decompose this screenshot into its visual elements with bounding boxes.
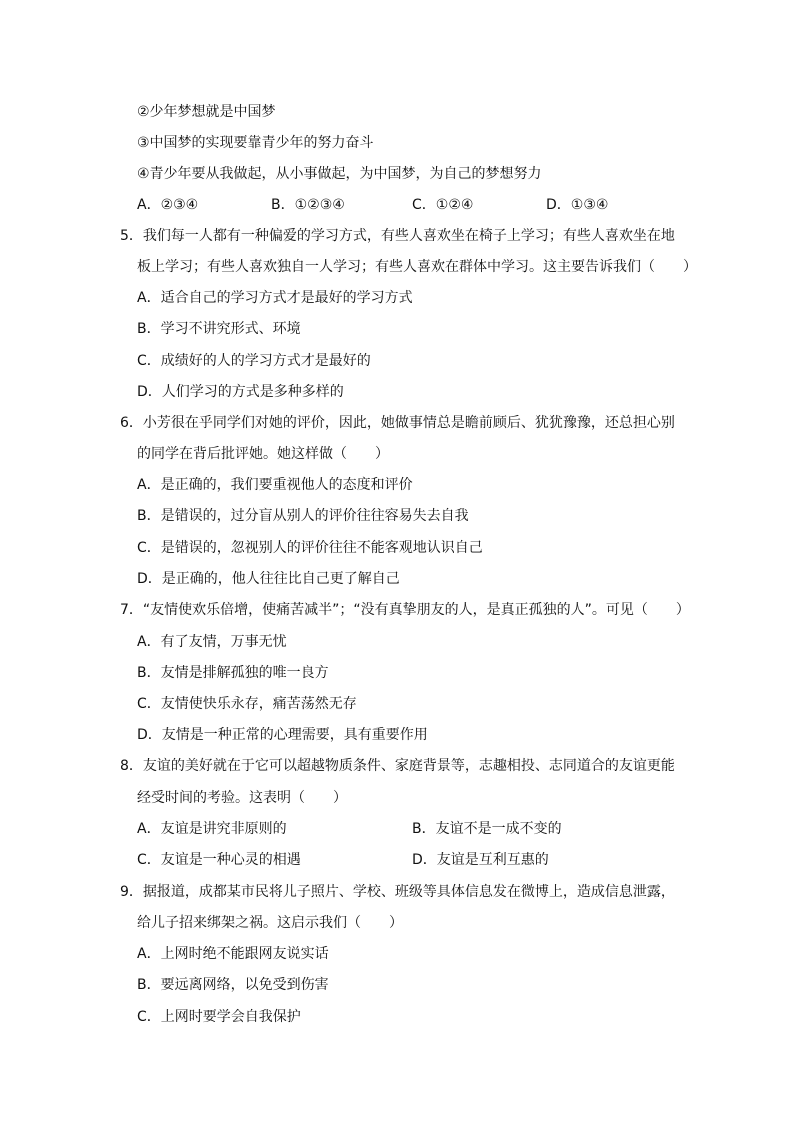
q9-option-c[interactable]: C．上网时要学会自我保护 bbox=[137, 1009, 301, 1025]
q8-stem-line-1: 8．友谊的美好就在于它可以超越物质条件、家庭背景等，志趣相投、志同道合的友谊更能 bbox=[120, 758, 675, 774]
q6-option-b[interactable]: B．是错误的，过分盲从别人的评价往往容易失去自我 bbox=[137, 508, 469, 524]
q9-option-b[interactable]: B．要远离网络，以免受到伤害 bbox=[137, 977, 329, 993]
q8-option-c[interactable]: C．友谊是一种心灵的相遇 bbox=[137, 852, 301, 868]
q5-option-d[interactable]: D．人们学习的方式是多种多样的 bbox=[137, 384, 344, 400]
q9-option-a[interactable]: A．上网时绝不能跟网友说实话 bbox=[137, 946, 329, 962]
q4-option-c[interactable]: C．①②④ bbox=[412, 197, 474, 213]
q4-option-b[interactable]: B．①②③④ bbox=[271, 197, 345, 213]
q5-option-a[interactable]: A．适合自己的学习方式才是最好的学习方式 bbox=[137, 290, 413, 306]
q7-option-c[interactable]: C．友情使快乐永存，痛苦荡然无存 bbox=[137, 696, 357, 712]
q5-option-b[interactable]: B．学习不讲究形式、环境 bbox=[137, 321, 301, 337]
q6-option-a[interactable]: A．是正确的，我们要重视他人的态度和评价 bbox=[137, 477, 413, 493]
q6-stem-line-2: 的同学在背后批评她。她这样做（ ） bbox=[137, 446, 389, 462]
q6-option-c[interactable]: C．是错误的，忽视别人的评价往往不能客观地认识自己 bbox=[137, 540, 483, 556]
q4-statement-4: ④青少年要从我做起，从小事做起，为中国梦，为自己的梦想努力 bbox=[137, 166, 542, 182]
q9-stem-line-1: 9．据报道，成都某市民将儿子照片、学校、班级等具体信息发在微博上，造成信息泄露， bbox=[120, 884, 675, 900]
q7-option-a[interactable]: A．有了友情，万事无忧 bbox=[137, 634, 287, 650]
q8-option-b[interactable]: B．友谊不是一成不变的 bbox=[412, 821, 562, 837]
q4-option-d[interactable]: D．①③④ bbox=[546, 197, 609, 213]
q8-option-a[interactable]: A．友谊是讲究非原则的 bbox=[137, 821, 287, 837]
q6-stem-line-1: 6．小芳很在乎同学们对她的评价，因此，她做事情总是瞻前顾后、犹犹豫豫，还总担心别 bbox=[120, 415, 675, 431]
q4-option-a[interactable]: A．②③④ bbox=[137, 197, 199, 213]
q5-option-c[interactable]: C．成绩好的人的学习方式才是最好的 bbox=[137, 353, 371, 369]
q8-option-d[interactable]: D．友谊是互利互惠的 bbox=[412, 852, 549, 868]
q8-stem-line-2: 经受时间的考验。这表明（ ） bbox=[137, 790, 347, 806]
q4-statement-3: ③中国梦的实现要靠青少年的努力奋斗 bbox=[137, 135, 374, 151]
q5-stem-line-2: 板上学习；有些人喜欢独自一人学习；有些人喜欢在群体中学习。这主要告诉我们（ ） bbox=[137, 259, 697, 275]
q5-stem-line-1: 5．我们每一人都有一种偏爱的学习方式，有些人喜欢坐在椅子上学习；有些人喜欢坐在地 bbox=[120, 228, 675, 244]
q9-stem-line-2: 给儿子招来绑架之祸。这启示我们（ ） bbox=[137, 915, 403, 931]
q7-option-d[interactable]: D．友情是一种正常的心理需要，具有重要作用 bbox=[137, 727, 428, 743]
q7-option-b[interactable]: B．友情是排解孤独的唯一良方 bbox=[137, 665, 329, 681]
q4-statement-2: ②少年梦想就是中国梦 bbox=[137, 104, 276, 120]
q7-stem-line-1: 7．“友情使欢乐倍增，使痛苦减半”；“没有真挚朋友的人，是真正孤独的人”。可见（ ） bbox=[120, 602, 690, 618]
q6-option-d[interactable]: D．是正确的，他人往往比自己更了解自己 bbox=[137, 571, 400, 587]
